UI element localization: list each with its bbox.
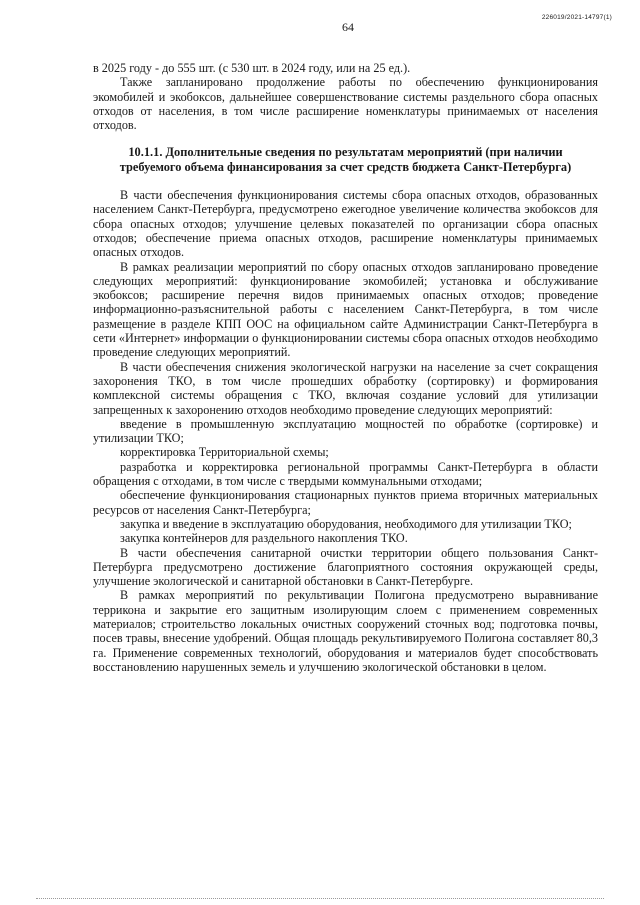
list-item: обеспечение функционирования стационарных пунктов приема вторичных материальных ресурсов от населения Санкт-Петербурга; <box>93 488 598 517</box>
paragraph: в 2025 году - до 555 шт. (с 530 шт. в 2024 году, или на 25 ед.). <box>93 61 411 75</box>
paragraph: В рамках мероприятий по рекультивации Полигона предусмотрено выравнивание терриконa и закрытие его защитным изолирующим слоем с применением современных материалов; строительство локальных очистных сооружений сточных вод; подготовка почвы, посев травы, внесение удобрений. Общая площадь рекультивируемого Полигона составляет 80,3 га. Применение современных технологий, оборудования и материалов будет способствовать восстановлению нарушенных земель и улучшению экологической обстановки в целом. <box>93 588 598 674</box>
paragraph: В части обеспечения функционирования системы сбора опасных отходов, образованных населением Санкт-Петербурга, предусмотрено ежегодное увеличение количества экобоксов для сбора опасных отходов; улучшение целевых показателей по организации сбора опасных отходов; обеспечение приема опасных отходов, расширение номенклатуры принимаемых опасных отходов. <box>93 188 598 260</box>
paragraph: В части обеспечения снижения экологической нагрузки на население за счет сокращения захоронения ТКО, в том числе прошедших обработку (сортировку) и формирования комплексной системы обращения с ТКО, включая создание условий для утилизации запрещенных к захоронению отходов необходимо проведение следующих мероприятий: <box>93 359 598 417</box>
list-item: разработка и корректировка региональной программы Санкт-Петербурга в области обращения с отходами, в том числе с твердыми коммунальными отходами; <box>93 459 598 489</box>
document-id: 226019/2021-14797(1) <box>541 14 612 21</box>
paragraph: В рамках реализации мероприятий по сбору опасных отходов запланировано проведение следующих мероприятий: функционирование экомобилей; установка и обслуживание экобоксов; расширение перечня видов принимаемых опасных отходов; проведение информационно-разъяснительной работы с населением Санкт-Петербурга, в том числе размещение в разделе КПП ООС на официальном сайте Администрации Санкт-Петербурга в сети «Интернет» информации о функционировании системы сбора опасных отходов необходимо проведение следующих мероприятий. <box>93 259 598 360</box>
list-item: закупка контейнеров для раздельного накопления ТКО. <box>120 531 408 546</box>
list-item: корректировка Территориальной схемы; <box>120 445 329 460</box>
list-item: введение в промышленную эксплуатацию мощностей по обработке (сортировке) и утилизации ТКО; <box>93 416 598 446</box>
paragraph: В части обеспечения санитарной очистки территории общего пользования Санкт-Петербурга предусмотрено достижение благоприятного состояния окружающей среды, улучшение экологической и санитарной обстановки в Санкт-Петербурге. <box>93 545 598 589</box>
page-number: 64 <box>342 20 354 34</box>
document-body <box>93 61 598 674</box>
scan-edge-line <box>36 898 604 899</box>
list-item: закупка и введение в эксплуатацию оборудования, необходимого для утилизации ТКО; <box>120 516 572 531</box>
section-title: 10.1.1. Дополнительные сведения по результатам мероприятий (при наличии требуемого объема финансирования за счет средств бюджета Санкт-Петербурга) <box>119 145 572 174</box>
paragraph: Также запланировано продолжение работы по обеспечению функционирования экомобилей и экобоксов, дальнейшее совершенствование системы раздельного сбора опасных отходов от населения, в том числе расширение номенклатуры принимаемых от населения отходов. <box>93 75 598 133</box>
